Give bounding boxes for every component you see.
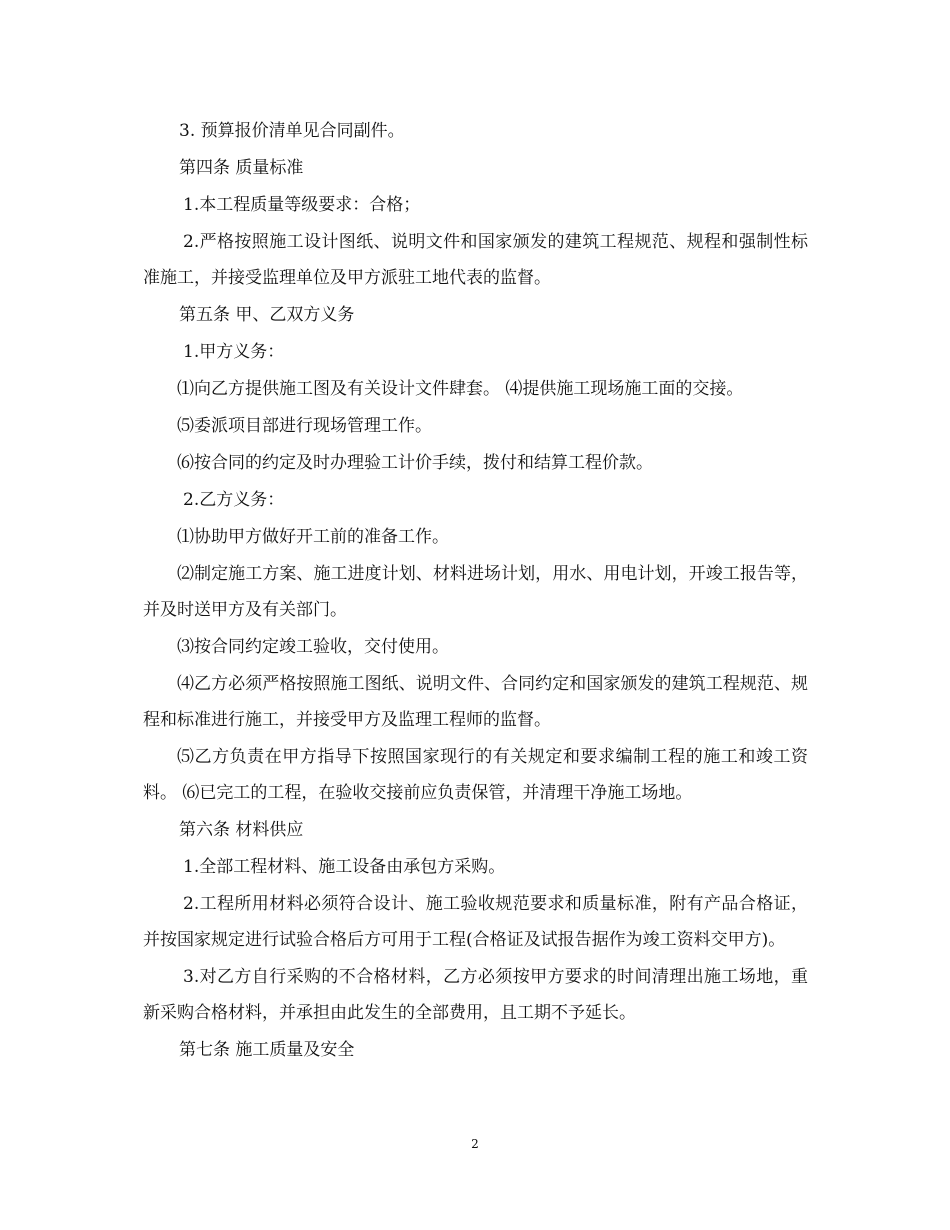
heading-article-5: 第五条 甲、乙双方义务 bbox=[179, 305, 355, 325]
list-item-a5: ⑸委派项目部进行现场管理工作。 bbox=[177, 416, 432, 436]
document-body bbox=[143, 113, 808, 1069]
heading-article-7: 第七条 施工质量及安全 bbox=[179, 1040, 355, 1060]
paragraph-material-requirements: 2.工程所用材料必须符合设计、施工验收规范要求和质量标准，附有产品合格证，并按国家规定进行试验合格后方可用于工程(合格证及试报告据作为竣工资料交甲方)。 bbox=[143, 894, 808, 950]
list-item-a6: ⑹按合同的约定及时办理验工计价手续，拨付和结算工程价款。 bbox=[177, 453, 653, 473]
list-item-b3: ⑶按合同约定竣工验收，交付使用。 bbox=[177, 637, 449, 657]
paragraph-construction-standards: 2.严格按照施工设计图纸、说明文件和国家颁发的建筑工程规范、规程和强制性标准施工，并接受监理单位及甲方派驻工地代表的监督。 bbox=[143, 232, 808, 288]
list-item-b1: ⑴协助甲方做好开工前的准备工作。 bbox=[177, 527, 449, 547]
heading-article-6: 第六条 材料供应 bbox=[179, 820, 304, 840]
list-item-b2: ⑵制定施工方案、施工进度计划、材料进场计划，用水、用电计划，开竣工报告等，并及时送甲方及有关部门。 bbox=[143, 564, 808, 620]
paragraph-party-b-obligations: 2.乙方义务： bbox=[183, 490, 285, 510]
paragraph-nonconforming-materials: 3.对乙方自行采购的不合格材料，乙方必须按甲方要求的时间清理出施工场地，重新采购合格材料，并承担由此发生的全部费用，且工期不予延长。 bbox=[143, 967, 808, 1023]
list-item-b5: ⑸乙方负责在甲方指导下按照国家现行的有关规定和要求编制工程的施工和竣工资料。 ⑹已完工的工程，在验收交接前应负责保管，并清理干净施工场地。 bbox=[143, 747, 808, 803]
heading-article-4: 第四条 质量标准 bbox=[179, 158, 304, 178]
paragraph-quality-grade: 1.本工程质量等级要求：合格； bbox=[183, 195, 421, 215]
list-item-b4: ⑷乙方必须严格按照施工图纸、说明文件、合同约定和国家颁发的建筑工程规范、规程和标准进行施工，并接受甲方及监理工程师的监督。 bbox=[143, 674, 808, 730]
list-item-a1: ⑴向乙方提供施工图及有关设计文件肆套。 ⑷提供施工现场施工面的交接。 bbox=[177, 379, 744, 399]
paragraph-party-a-obligations: 1.甲方义务： bbox=[183, 342, 285, 362]
page-number: 2 bbox=[471, 1137, 479, 1151]
paragraph-budget-list: 3. 预算报价清单见合同副件。 bbox=[179, 121, 405, 141]
paragraph-material-procurement: 1.全部工程材料、施工设备由承包方采购。 bbox=[183, 857, 506, 877]
